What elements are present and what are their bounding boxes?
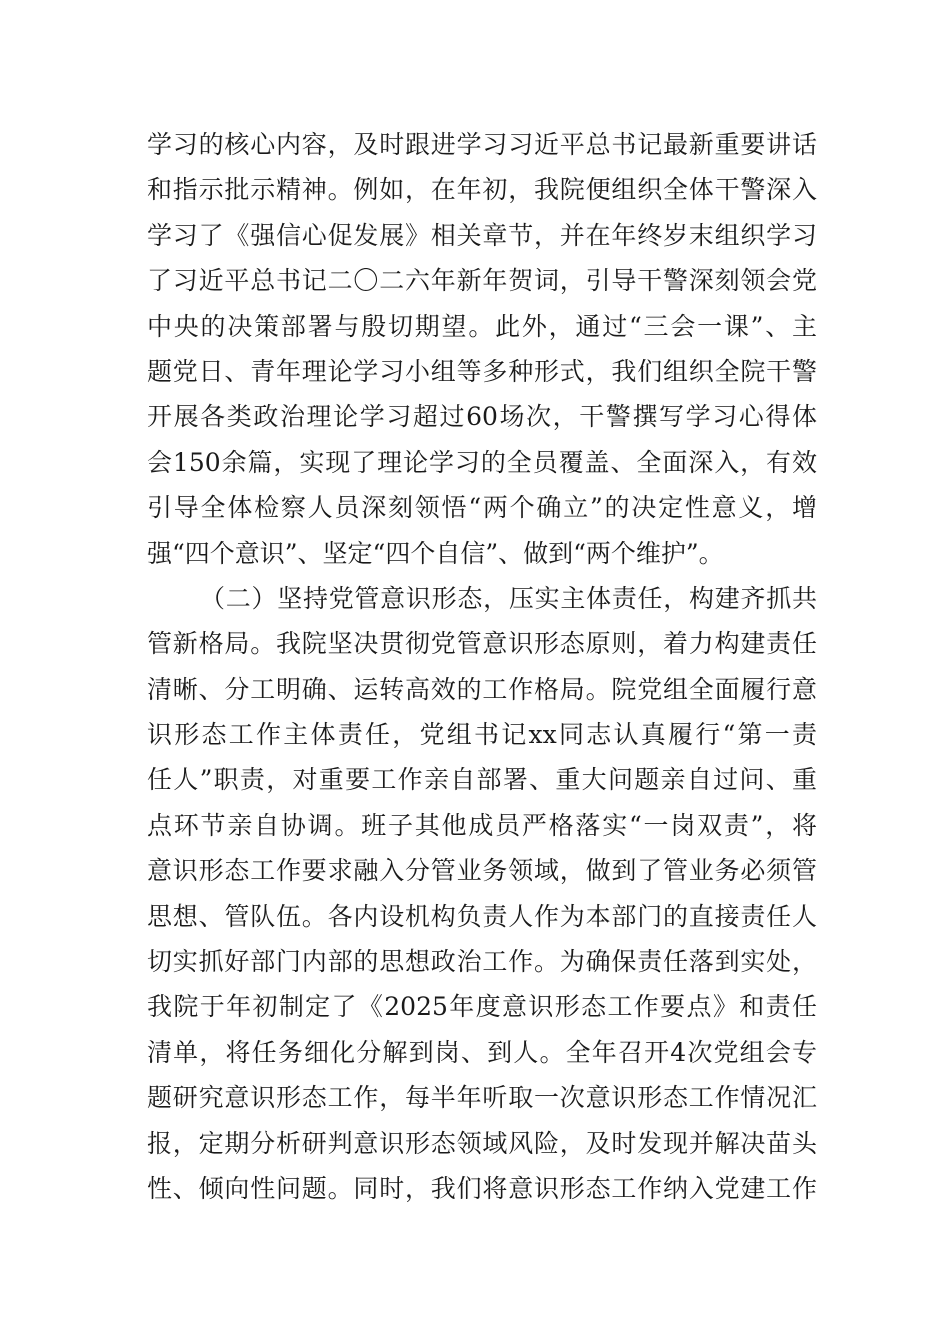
text-line: 题研究意识形态工作，每半年听取一次意识形态工作情况汇 bbox=[147, 1083, 817, 1113]
text-line: 和指示批示精神。例如，在年初，我院便组织全体干警深入 bbox=[147, 175, 817, 205]
text-line: 报，定期分析研判意识形态领域风险，及时发现并解决苗头 bbox=[147, 1128, 817, 1158]
text-line: 题党日、青年理论学习小组等多种形式，我们组织全院干警 bbox=[147, 356, 817, 386]
text-line: 我院于年初制定了《2025年度意识形态工作要点》和责任 bbox=[147, 992, 817, 1022]
text-line: 思想、管队伍。各内设机构负责人作为本部门的直接责任人 bbox=[147, 901, 817, 931]
document-body bbox=[147, 122, 817, 1211]
text-line: 了习近平总书记二〇二六年新年贺词，引导干警深刻领会党 bbox=[147, 266, 817, 296]
text-line: 管新格局。我院坚决贯彻党管意识形态原则，着力构建责任 bbox=[147, 629, 817, 659]
text-line: 引导全体检察人员深刻领悟“两个确立”的决定性意义，增 bbox=[147, 493, 817, 523]
text-line: 学习的核心内容，及时跟进学习习近平总书记最新重要讲话 bbox=[147, 130, 817, 159]
text-line: 清晰、分工明确、运转高效的工作格局。院党组全面履行意 bbox=[147, 674, 817, 704]
text-line: 强“四个意识”、坚定“四个自信”、做到“两个维护”。 bbox=[147, 538, 724, 568]
text-line: 开展各类政治理论学习超过60场次，干警撰写学习心得体 bbox=[147, 402, 817, 432]
text-line: 学习了《强信心促发展》相关章节，并在年终岁末组织学习 bbox=[147, 220, 817, 250]
text-line: 性、倾向性问题。同时，我们将意识形态工作纳入党建工作 bbox=[147, 1173, 817, 1203]
text-line: 识形态工作主体责任，党组书记xx同志认真履行“第一责 bbox=[147, 720, 817, 750]
text-line: 清单，将任务细化分解到岗、到人。全年召开4次党组会专 bbox=[147, 1037, 817, 1067]
text-line: 切实抓好部门内部的思想政治工作。为确保责任落到实处， bbox=[147, 947, 817, 977]
text-line: 意识形态工作要求融入分管业务领域，做到了管业务必须管 bbox=[147, 856, 817, 886]
text-line: 点环节亲自协调。班子其他成员严格落实“一岗双责”，将 bbox=[147, 810, 817, 840]
text-line: 会150余篇，实现了理论学习的全员覆盖、全面深入，有效 bbox=[147, 447, 817, 477]
section-heading-line: （二）坚持党管意识形态，压实主体责任，构建齐抓共 bbox=[200, 583, 817, 613]
text-line: 任人”职责，对重要工作亲自部署、重大问题亲自过问、重 bbox=[147, 765, 817, 795]
text-line: 中央的决策部署与殷切期望。此外，通过“三会一课”、主 bbox=[147, 311, 817, 341]
